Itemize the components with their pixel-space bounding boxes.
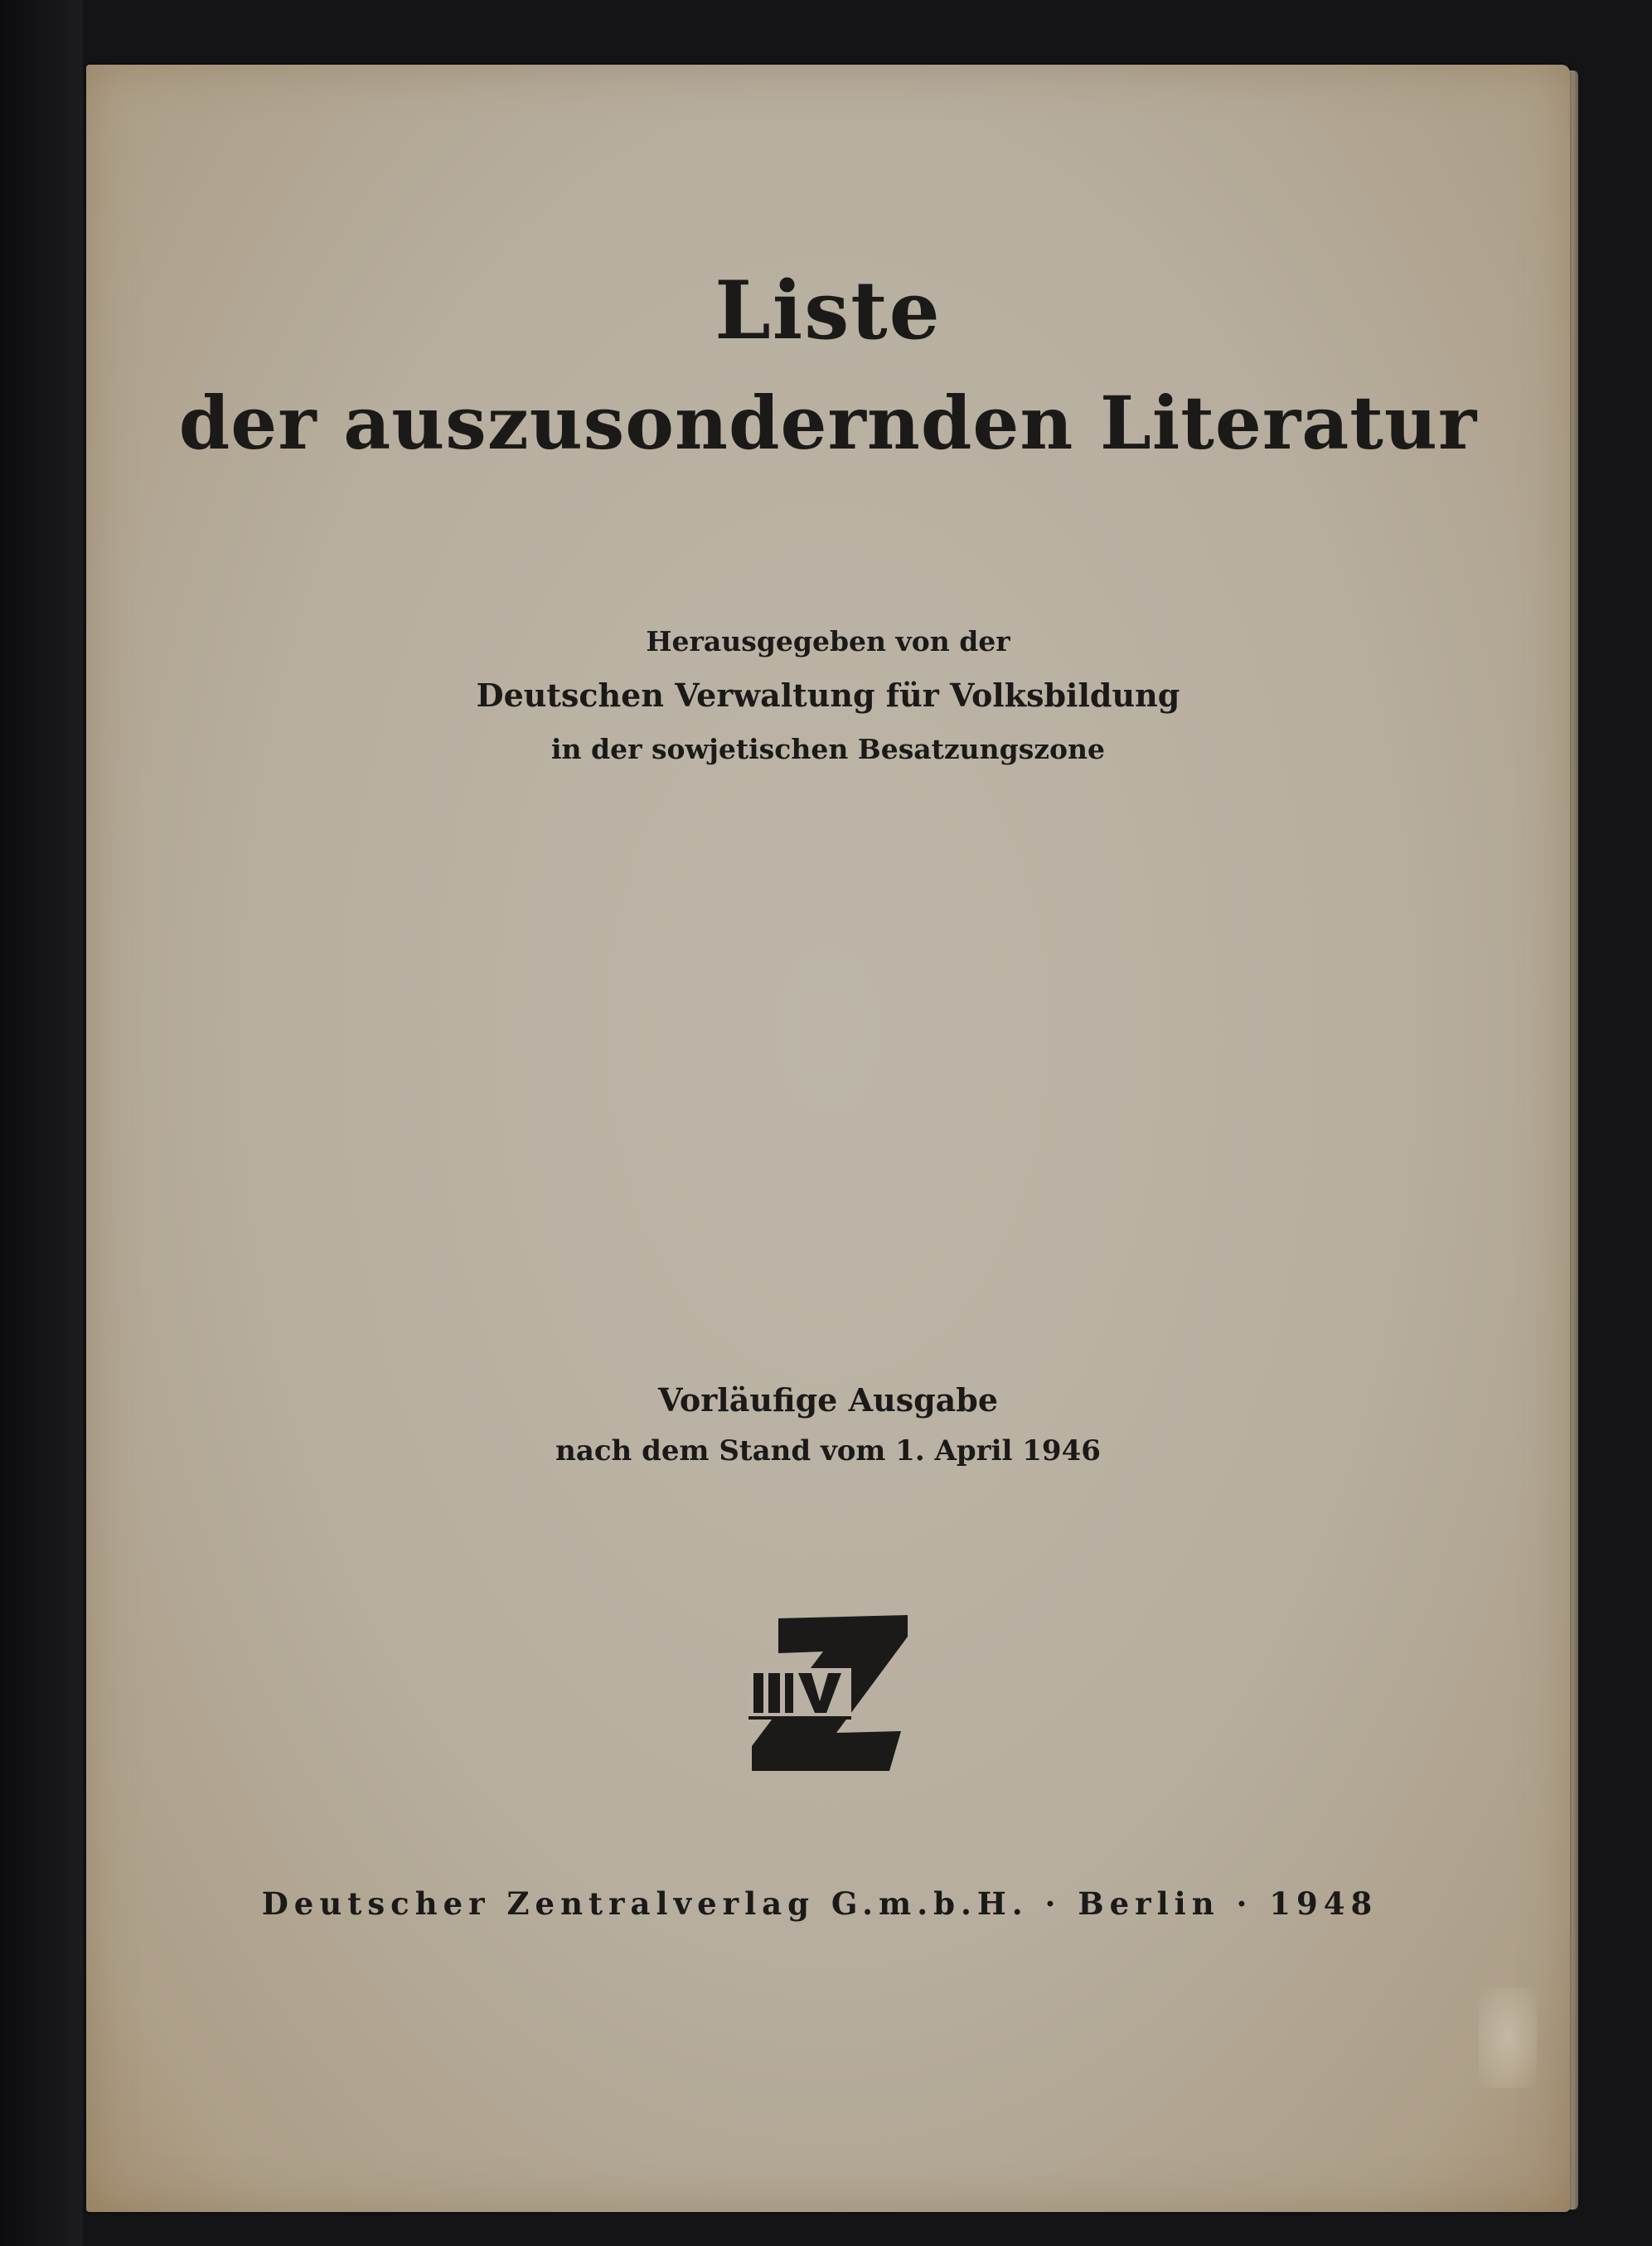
title-line-2: der auszusondernden Literatur: [178, 380, 1478, 466]
title-page: [86, 65, 1570, 2212]
paper-stain: [1479, 1988, 1537, 2088]
publisher-name: Deutschen Verwaltung für Volksbildung: [476, 677, 1180, 714]
imprint-line: Deutscher Zentralverlag G.m.b.H. · Berlin · 1948: [261, 1885, 1378, 1922]
edition-date: nach dem Stand vom 1. April 1946: [555, 1434, 1101, 1467]
edition-label: Vorläufige Ausgabe: [657, 1381, 999, 1419]
publisher-intro: Herausgegeben von der: [646, 625, 1010, 657]
scan-background: [0, 0, 83, 2246]
publisher-zone: in der sowjetischen Besatzungszone: [550, 733, 1106, 765]
publisher-logo: [744, 1608, 919, 1774]
title-line-1: Liste: [715, 264, 942, 357]
